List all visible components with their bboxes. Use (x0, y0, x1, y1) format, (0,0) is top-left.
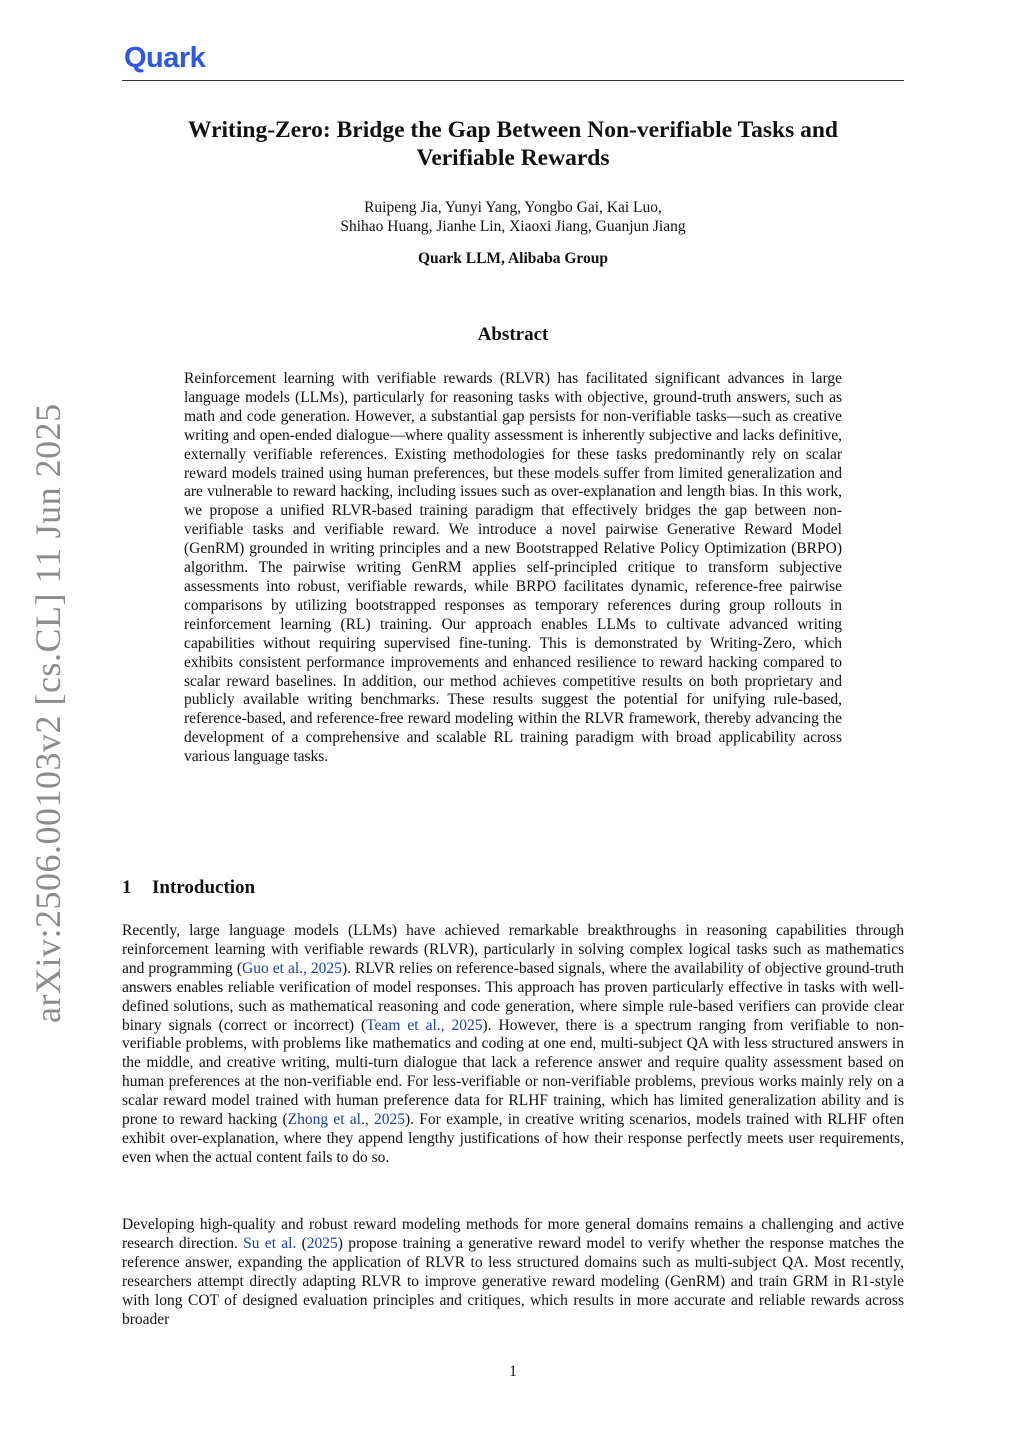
title-line-1: Writing-Zero: Bridge the Gap Between Non-verifiable Tasks and (188, 117, 838, 143)
citation-team-2025[interactable]: Team et al., 2025 (366, 1016, 483, 1034)
abstract-heading: Abstract (477, 324, 549, 345)
text-run: propose training a generative reward model to verify whether the response matches the reference answer, expanding the application of RLVR to less structured domains such as multi-subject QA. Most recently, researchers attempt directly adapting RLVR to improve generative reward modeling (GenRM) and train GRM in R1-style with long COT of designed evaluation principles and critiques, which results in more accurate and reliable rewards across broader (122, 1234, 904, 1328)
text-run: ). For example, in creative writing scenarios, models trained with RLHF often exhibit over-explanation, where they append lengthy justifications of how their response perfectly meets user requirements, even when the actual content fails to do so. (122, 1111, 904, 1166)
text-run: Recently, large language models (LLMs) have achieved remarkable breakthroughs in reasoning capabilities through reinforcement learning with verifiable rewards (RLVR), particularly in solving complex logical tasks such as mathematics and programming ( (122, 922, 904, 977)
section-heading-introduction (122, 877, 904, 899)
intro-paragraph-2 (122, 1216, 904, 1329)
header-divider (122, 80, 904, 81)
text-run: ( (296, 1234, 307, 1252)
arxiv-identifier-stamp: arXiv:2506.00103v2 [cs.CL] 11 Jun 2025 (28, 403, 68, 1023)
authors-line-2: Shihao Huang, Jianhe Lin, Xiaoxi Jiang, Guanjun Jiang (340, 218, 686, 235)
page-number: 1 (509, 1363, 517, 1380)
citation-zhong-2025[interactable]: Zhong et al., 2025 (287, 1111, 405, 1129)
text-run: ). However, there is a spectrum ranging from verifiable to non-verifiable problems, with problems like mathematics and coding at one end, multi-subject QA with less structured answers in the middle, and creative writing, multi-turn dialogue that lack a reference answer and require quality assessment based on human preferences at the non-verifiable end. For less-verifiable or non-verifiable problems, previous works mainly rely on a scalar reward model trained with human preference data for RLHF training, which has limited generalization ability and is prone to reward hacking ( (122, 1016, 904, 1129)
text-run: ). RLVR relies on reference-based signals, where the availability of objective ground-truth answers enables reliable verification of model responses. This approach has proven particularly effective in tasks with well-defined solutions, such as mathematical reasoning and code generation, where simple rule-based verifiers can provide clear binary signals (correct or incorrect) ( (122, 959, 904, 1034)
quark-logo: Quark (124, 42, 206, 74)
section-title: Introduction (152, 877, 256, 898)
authors-line-1: Ruipeng Jia, Yunyi Yang, Yongbo Gai, Kai Luo, (364, 199, 662, 216)
citation-su-2025-year[interactable]: 2025 (306, 1234, 338, 1252)
paper-title (122, 116, 904, 172)
citation-su-2025-authors[interactable]: Su et al. (243, 1234, 297, 1252)
section-number: 1 (122, 877, 132, 898)
text-run: Developing high-quality and robust reward modeling methods for more general domains remains a challenging and active research direction. (122, 1216, 904, 1252)
citation-guo-2025[interactable]: Guo et al., 2025 (242, 959, 342, 977)
affiliation: Quark LLM, Alibaba Group (417, 250, 609, 267)
title-line-2: Verifiable Rewards (416, 145, 610, 171)
text-run: ) (337, 1234, 343, 1252)
abstract-text: Reinforcement learning with verifiable rewards (RLVR) has facilitated significant advances in large language models (LLMs), particularly for reasoning tasks with objective, ground-truth answers, such as math and code generation. However, a substantial gap persists for non-verifiable tasks—such as creative writing and open-ended dialogue—where quality assessment is inherently subjective and lacks definitive, externally verifiable references. Existing methodologies for these tasks predominantly rely on scalar reward models trained using human preferences, but these models suffer from limited generalization and are vulnerable to reward hacking, including issues such as over-explanation and length bias. In this work, we propose a unified RLVR-based training paradigm that effectively bridges the gap between non-verifiable tasks and verifiable reward. We introduce a novel pairwise Generative Reward Model (GenRM) grounded in writing principles and a new Bootstrapped Relative Policy Optimization (BRPO) algorithm. The pairwise writing GenRM applies self-principled critique to transform subjective assessments into robust, verifiable rewards, while BRPO facilitates dynamic, reference-free pairwise comparisons by utilizing bootstrapped responses as temporary references during group rollouts in reinforcement learning (RL) training. Our approach enables LLMs to cultivate advanced writing capabilities without requiring supervised fine-tuning. This is demonstrated by Writing-Zero, which exhibits consistent performance improvements and enhanced resilience to reward hacking compared to scalar reward baselines. In addition, our method achieves competitive results on both proprietary and publicly available writing benchmarks. These results suggest the potential for unifying rule-based, reference-based, and reference-free reward modeling within the RLVR framework, thereby advancing the development of a comprehensive and scalable RL training paradigm with broad applicability across various language tasks. (184, 370, 842, 766)
intro-paragraph-1 (122, 922, 904, 1168)
author-list (122, 198, 904, 236)
